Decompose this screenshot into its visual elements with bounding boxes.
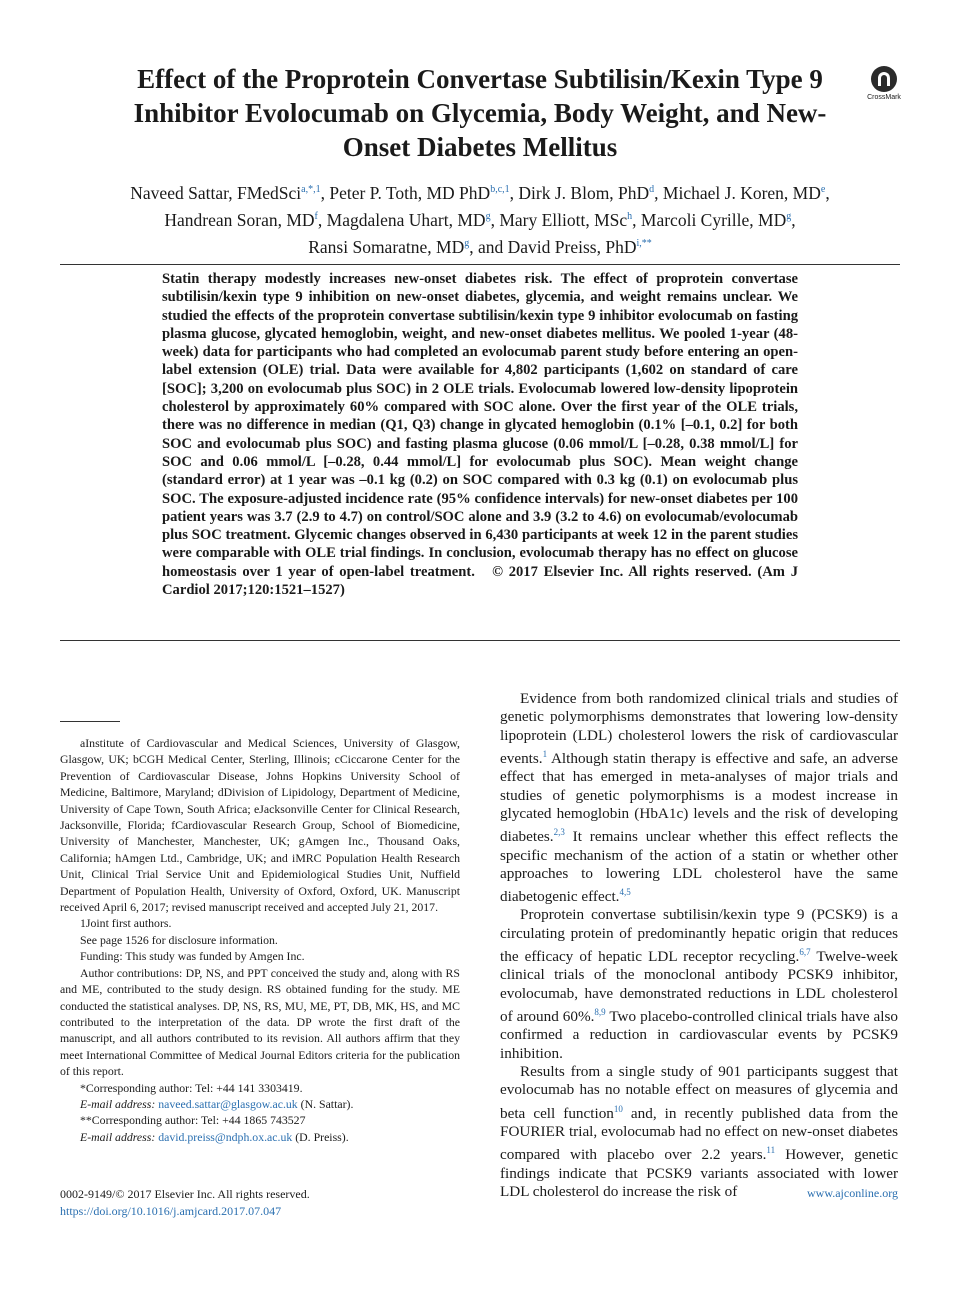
author-name: Michael J. Koren, MD	[662, 182, 821, 203]
joint-authors-note: 1Joint first authors.	[80, 916, 172, 931]
abstract-top-divider	[60, 264, 900, 265]
author-affiliation-mark[interactable]: g	[786, 210, 792, 222]
author-separator: ,	[317, 209, 327, 230]
author-separator: ,	[654, 182, 663, 203]
author-affiliation-mark[interactable]: g	[485, 210, 491, 222]
author-affiliation-mark[interactable]: i,**	[636, 237, 652, 249]
email-link-sattar[interactable]: naveed.sattar@glasgow.ac.uk	[158, 1096, 298, 1111]
crossmark-badge[interactable]	[864, 66, 904, 101]
citation-link[interactable]: 2,3	[553, 827, 565, 838]
citation-link[interactable]: 4,5	[619, 887, 631, 898]
author-name: Naveed Sattar, FMedSci	[130, 182, 302, 203]
body-text-column	[500, 690, 898, 1201]
author-contributions: Author contributions: DP, NS, and PPT conceived the study and, along with RS and ME, contributed to the study design. RS obtained funding for the study. ME conducted the statistical analyses. DP, NS, RS, MU, ME, PT, DB, MK, HS, and MC contributed to the interpretation of the data. DP wrote the first draft of the manuscript, and all authors contributed to its revision. All authors affirm that they meet International Committee of Medical Journal Editors criteria for the publication of this report.	[60, 965, 460, 1079]
author-name: Ransi Somaratne, MD	[308, 236, 465, 257]
author-name: Magdalena Uhart, MD	[326, 209, 486, 230]
issn-copyright: 0002-9149/© 2017 Elsevier Inc. All rights reserved.	[60, 1187, 310, 1201]
page-footer-left	[60, 1186, 310, 1219]
body-text: Twelve-week clinical trials of the monoclonal antibody PCSK9 inhibitor, evolocumab, have demonstrated reductions in LDL cholesterol of around 60%.	[500, 948, 898, 1026]
email-link-preiss[interactable]: david.preiss@ndph.ox.ac.uk	[158, 1129, 293, 1144]
author-separator: ,	[509, 182, 519, 203]
body-text: Evidence from both randomized clinical trials and studies of genetic polymorphisms demonstrates that lowering low-density lipoprotein (LDL) cholesterol lowers the risk of cardiovascular events.	[500, 690, 898, 767]
author-affiliation-mark[interactable]: b,c,1	[490, 184, 510, 195]
email-owner: (D. Preiss).	[295, 1129, 349, 1144]
body-paragraph	[500, 1063, 898, 1201]
author-affiliation-mark[interactable]: g	[464, 237, 470, 249]
email-line-1	[60, 1096, 460, 1112]
abstract: Statin therapy modestly increases new-onset diabetes risk. The effect of proprotein convertase subtilisin/kexin type 9 inhibition on new-onset diabetes, glycemia, and weight remains unclear. We studied the effects of the proprotein convertase subtilisin/kexin type 9 inhibitor evolocumab on fasting plasma glucose, glycated hemoglobin, weight, and new-onset diabetes mellitus. We pooled 1-year (48-week) data for participants who had completed an evolocumab parent study before entering an open-label extension (OLE) trial. Data were available for 4,802 participants (1,602 on standard of care [SOC]; 3,200 on evolocumab plus SOC) in 2 OLE trials. Evolocumab lowered low-density lipoprotein cholesterol by approximately 60% compared with SOC alone. Over the first year of the OLE trials, there was no difference in median (Q1, Q3) change in glycated hemoglobin (0.1% [–0.1, 0.2] for both SOC and evolocumab plus SOC) and fasting plasma glucose (0.06 mmol/L [–0.28, 0.38 mmol/L] for SOC and 0.06 mmol/L [–0.28, 0.44 mmol/L] for evolocumab plus SOC). Mean weight change (standard error) at 1 year was –0.1 kg (0.2) on SOC compared with 0.3 kg (0.1) on evolocumab plus SOC. The exposure-adjusted incidence rate (95% confidence intervals) for new-onset diabetes per 100 patient years was 3.7 (2.9 to 4.7) on control/SOC alone and 3.9 (3.2 to 4.6) on evolocumab/evolocumab plus SOC treatment. Glycemic changes observed in 6,430 participants at week 12 in the parent studies were comparable with OLE trial findings. In conclusion, evolocumab therapy has no effect on glucose homeostasis over 1 year of open-label treatment. © 2017 Elsevier Inc. All rights reserved. (Am J Cardiol 2017;120:1521–1527)	[162, 271, 798, 599]
affiliations: aInstitute of Cardiovascular and Medical Sciences, University of Glasgow, Glasgow, UK; bCGH Medical Center, Sterling, Illinois; cCiccarone Center for the Prevention of Cardiovascular Disease, Johns Hopkins University School of Medicine, Baltimore, Maryland; dDivision of Lipidology, Department of Medicine, University of Cape Town, South Africa; eJacksonville Center for Clinical Research, Jacksonville, Florida; fCardiovascular Research Group, School of Biomedicine, University of Manchester, Manchester, UK; gAmgen Inc., Thousand Oaks, California; hAmgen Ltd., Cambridge, UK; and iMRC Population Health Research Unit, Clinical Trial Service Unit and Epidemiological Studies Unit, Nuffield Department of Population Health, University of Oxford, Oxford, UK. Manuscript received April 6, 2017; revised manuscript received and accepted July 21, 2017.	[60, 736, 460, 915]
author-name: Handrean Soran, MD	[164, 209, 315, 230]
footnotes	[60, 735, 460, 1145]
citation-link[interactable]: 6,7	[799, 947, 811, 958]
citation-link[interactable]: 11	[766, 1145, 776, 1156]
funding-note: Funding: This study was funded by Amgen Inc.	[80, 949, 305, 964]
author-separator: ,	[791, 209, 796, 230]
author-name: Dirk J. Blom, PhD	[518, 182, 650, 203]
author-separator: , and	[469, 236, 508, 257]
abstract-bottom-divider	[60, 640, 900, 641]
email-label: E-mail address:	[80, 1129, 156, 1144]
email-line-2	[60, 1129, 460, 1145]
author-affiliation-mark[interactable]: f	[314, 210, 318, 222]
author-affiliation-mark[interactable]: a,*,1	[301, 184, 321, 195]
corresponding-author-1: *Corresponding author: Tel: +44 141 3303419.	[80, 1080, 303, 1095]
body-text: However, genetic findings indicate that PCSK9 variants associated with lower LDL cholesterol do increase the risk of	[500, 1146, 898, 1200]
body-text: Results from a single study of 901 participants suggest that evolocumab has no notable effect on measures of glycemia and beta cell function	[500, 1062, 898, 1122]
body-text: Although statin therapy is effective and safe, an adverse effect that has emerged in meta-analyses of major trials and studies of genetic polymorphisms is a modest increase in glycated hemoglobin (HbA1c) levels and the risk of developing diabetes.	[500, 749, 898, 846]
article-title: Effect of the Proprotein Convertase Subtilisin/Kexin Type 9 Inhibitor Evolocumab on Glycemia, Body Weight, and New-Onset Diabetes Mellitus	[133, 64, 827, 162]
author-affiliation-mark[interactable]: d	[649, 184, 655, 195]
citation-link[interactable]: 10	[613, 1103, 623, 1114]
body-paragraph	[500, 906, 898, 1063]
body-paragraph	[500, 690, 898, 906]
author-separator: ,	[320, 182, 330, 203]
citation-link[interactable]: 1	[542, 748, 548, 759]
citation-link[interactable]: 8,9	[594, 1007, 606, 1017]
disclosure-note: See page 1526 for disclosure information.	[80, 932, 278, 947]
author-name: Mary Elliott, MSc	[499, 209, 628, 230]
author-list	[60, 178, 900, 258]
doi-link[interactable]: https://doi.org/10.1016/j.amjcard.2017.07.047	[60, 1203, 282, 1218]
body-text: and, in recently published data from the FOURIER trial, evolocumab had no effect on new-onset diabetes compared with placebo over 2.2 years.	[500, 1104, 898, 1164]
body-text: Two placebo-controlled clinical trials have also confirmed a reduction in cardiovascular events by PCSK9 inhibition.	[500, 1008, 898, 1062]
body-text: Proprotein convertase subtilisin/kexin type 9 (PCSK9) is a circulating protein of predominantly hepatic origin that reduces the efficacy of hepatic LDL receptor recycling.	[500, 906, 898, 966]
author-separator: ,	[825, 182, 830, 203]
author-name: Marcoli Cyrille, MD	[640, 209, 787, 230]
crossmark-icon	[871, 66, 897, 92]
author-separator: ,	[632, 209, 641, 230]
email-label: E-mail address:	[80, 1096, 156, 1111]
footnote-divider	[60, 721, 120, 722]
body-text: It remains unclear whether this effect reflects the specific mechanism of the action of a statin or whether other approaches to lowering LDL cholesterol have the same diabetogenic effect.	[500, 828, 898, 906]
crossmark-label: CrossMark	[867, 94, 901, 101]
author-affiliation-mark[interactable]: h	[627, 210, 633, 222]
author-separator: ,	[490, 209, 500, 230]
corresponding-author-2: **Corresponding author: Tel: +44 1865 743527	[80, 1113, 306, 1128]
author-affiliation-mark[interactable]: e	[820, 184, 826, 195]
journal-website-link[interactable]: www.ajconline.org	[807, 1186, 898, 1200]
email-owner: (N. Sattar).	[300, 1096, 354, 1111]
author-name: David Preiss, PhD	[507, 236, 637, 257]
author-name: Peter P. Toth, MD PhD	[329, 182, 491, 203]
